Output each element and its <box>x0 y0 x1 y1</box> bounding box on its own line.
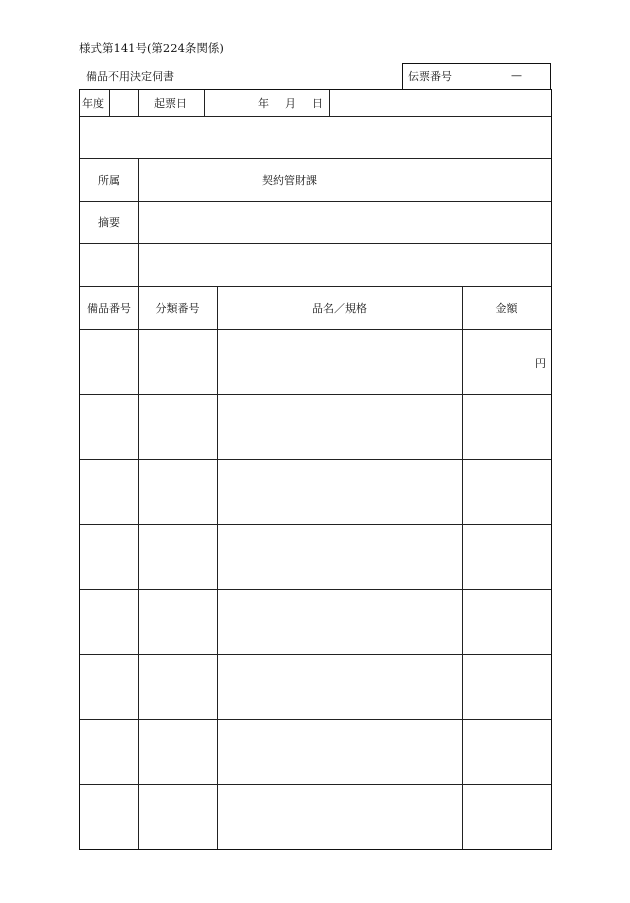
form-table <box>79 89 552 850</box>
table-row <box>80 589 551 654</box>
col-divider <box>204 90 205 116</box>
currency-unit: 円 <box>535 357 546 370</box>
table-row <box>80 394 551 459</box>
row-divider <box>80 286 551 287</box>
table-row <box>80 524 551 589</box>
slip-number-value: — <box>511 69 522 82</box>
month-label: 月 <box>285 97 296 110</box>
col-divider <box>329 90 330 116</box>
table-row <box>80 719 551 784</box>
issue-date-label: 起票日 <box>154 97 187 110</box>
row-divider <box>80 116 551 117</box>
form-reference: 様式第141号(第224条関係) <box>79 41 224 55</box>
slip-number-label: 伝票番号 <box>408 70 452 83</box>
column-header-name-spec: 品名／規格 <box>312 302 367 315</box>
affiliation-value: 契約管財課 <box>262 174 317 187</box>
column-header-item-number: 備品番号 <box>87 302 131 315</box>
table-row <box>80 329 551 394</box>
table-row <box>80 784 551 849</box>
column-header-amount: 金額 <box>495 302 518 315</box>
column-header-class-number: 分類番号 <box>155 302 200 315</box>
table-row <box>80 459 551 524</box>
summary-label: 摘要 <box>98 216 120 229</box>
row-divider <box>80 158 551 159</box>
table-row <box>80 654 551 719</box>
row-divider <box>80 201 551 202</box>
form-title: 備品不用決定伺書 <box>86 70 174 83</box>
year-label: 年 <box>258 97 269 110</box>
row-divider <box>80 243 551 244</box>
day-label: 日 <box>312 97 323 110</box>
col-divider <box>109 90 110 116</box>
col-divider <box>138 158 139 286</box>
affiliation-label: 所属 <box>98 174 120 187</box>
fiscal-year-label: 年度 <box>82 97 104 110</box>
col-divider <box>138 90 139 116</box>
